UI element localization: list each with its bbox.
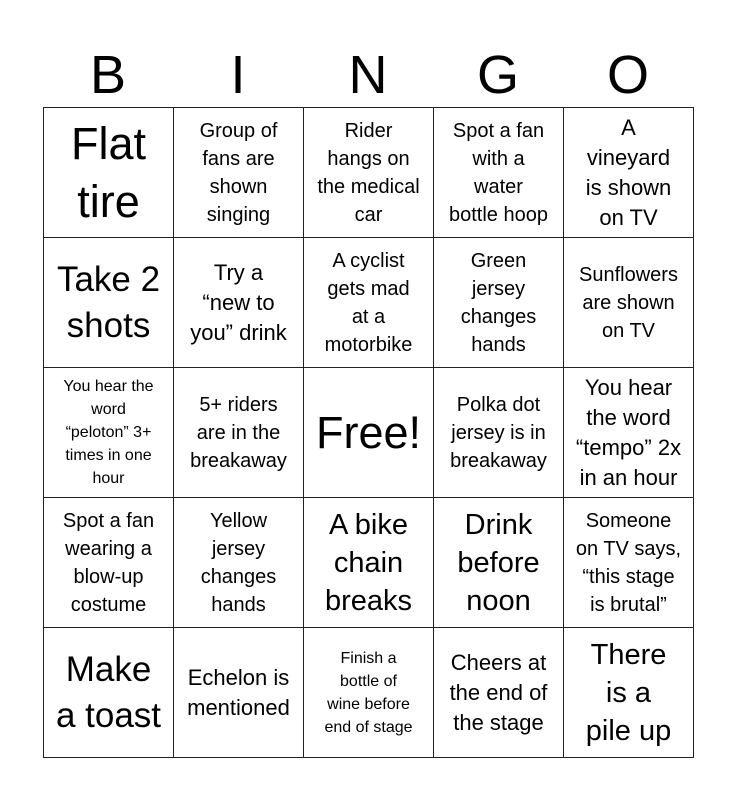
bingo-cell[interactable]: Sunflowers are shown on TV	[564, 238, 694, 368]
bingo-cell[interactable]: Rider hangs on the medical car	[304, 108, 434, 238]
bingo-cell[interactable]: Someone on TV says, “this stage is brutal”	[564, 498, 694, 628]
header-letter-o: O	[606, 45, 649, 105]
grid-row	[44, 498, 694, 628]
grid-row	[44, 108, 694, 238]
bingo-header	[43, 44, 693, 106]
bingo-cell[interactable]: Try a “new to you” drink	[174, 238, 304, 368]
bingo-cell[interactable]: A vineyard is shown on TV	[564, 108, 694, 238]
bingo-cell[interactable]: There is a pile up	[564, 628, 694, 758]
bingo-cell[interactable]: You hear the word “peloton” 3+ times in one hour	[44, 368, 174, 498]
bingo-grid	[43, 107, 694, 758]
bingo-cell[interactable]: Cheers at the end of the stage	[434, 628, 564, 758]
bingo-cell[interactable]: Flat tire	[44, 108, 174, 238]
bingo-cell[interactable]: Make a toast	[44, 628, 174, 758]
bingo-cell[interactable]: Spot a fan with a water bottle hoop	[434, 108, 564, 238]
bingo-cell[interactable]: Take 2 shots	[44, 238, 174, 368]
bingo-cell[interactable]: Drink before noon	[434, 498, 564, 628]
bingo-cell[interactable]: A cyclist gets mad at a motorbike	[304, 238, 434, 368]
bingo-cell[interactable]: Yellow jersey changes hands	[174, 498, 304, 628]
bingo-cell[interactable]: Polka dot jersey is in breakaway	[434, 368, 564, 498]
header-letter-g: G	[476, 45, 519, 105]
free-space-cell[interactable]: Free!	[304, 368, 434, 498]
bingo-cell[interactable]: Spot a fan wearing a blow-up costume	[44, 498, 174, 628]
bingo-cell[interactable]: Finish a bottle of wine before end of stage	[304, 628, 434, 758]
grid-row	[44, 368, 694, 498]
header-letter-i: I	[230, 45, 246, 105]
header-letter-n: N	[348, 45, 388, 105]
header-letter-b: B	[89, 45, 127, 105]
bingo-cell[interactable]: You hear the word “tempo” 2x in an hour	[564, 368, 694, 498]
bingo-cell[interactable]: Green jersey changes hands	[434, 238, 564, 368]
bingo-cell[interactable]: 5+ riders are in the breakaway	[174, 368, 304, 498]
grid-row	[44, 628, 694, 758]
bingo-cell[interactable]: Group of fans are shown singing	[174, 108, 304, 238]
grid-row	[44, 238, 694, 368]
bingo-cell[interactable]: A bike chain breaks	[304, 498, 434, 628]
bingo-cell[interactable]: Echelon is mentioned	[174, 628, 304, 758]
